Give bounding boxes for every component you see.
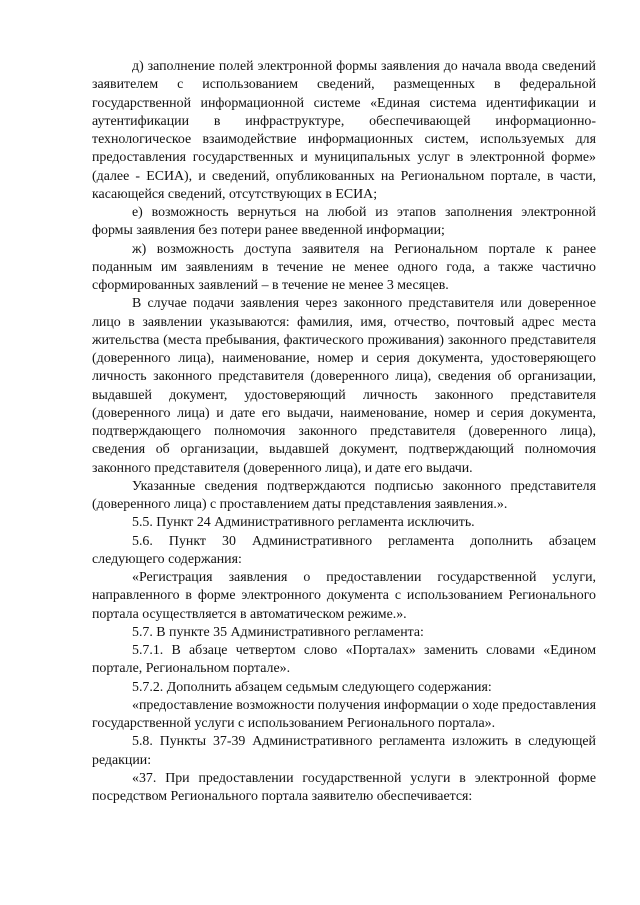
paragraph-5-7-1: 5.7.1. В абзаце четвертом слово «Порталах» заменить словами «Едином портале, Региональном портале». [92,643,596,677]
paragraph-5-6: 5.6. Пункт 30 Административного регламента дополнить абзацем следующего содержания: [92,533,596,567]
paragraph-registration: «Регистрация заявления о предоставлении государственной услуги, направленного в форме электронного документа с использованием Регионального портала осуществляется в автоматическом режиме.». [92,570,596,622]
paragraph-5-5: 5.5. Пункт 24 Административного регламента исключить. [132,515,475,531]
paragraph-representative: В случае подачи заявления через законного представителя или доверенное лицо в заявлении указываются: фамилия, имя, отчество, почтовый адрес места жительства (места пребывания, фактического проживания) законного представителя (доверенного лица), наименование, номер и серия документа, удостоверяющего личность законного представителя (доверенного лица), сведения об организации, выдавшей документ, удостоверяющий личность законного представителя (доверенного лица) и дате его выдачи, наименование, номер и серия документа, подтверждающего полномочия законного представителя (доверенного лица), сведения об организации, выдавшей документ, подтверждающий полномочия законного представителя (доверенного лица), и дате его выдачи. [92,296,596,476]
paragraph-confirmation: Указанные сведения подтверждаются подписью законного представителя (доверенного лица) с проставлением даты представления заявления.». [92,478,596,512]
paragraph-5-7-2: 5.7.2. Дополнить абзацем седьмым следующего содержания: [132,679,492,695]
paragraph-info-access: «предоставление возможности получения информации о ходе предоставления государственной услуги с использованием Регионального портала». [92,697,597,731]
paragraph-5-7: 5.7. В пункте 35 Административного регламента: [132,624,424,640]
paragraph-item-e: е) возможность вернуться на любой из этапов заполнения электронной формы заявления без потери ранее введенной информации; [92,205,596,239]
paragraph-item-d: д) заполнение полей электронной формы заявления до начала ввода сведений заявителем с использованием сведений, размещенных в федеральной государственной информационной системе «Единая система идентификации и аутентификации в инфраструктуре, обеспечивающей информационно-технологическое взаимодействие информационных систем, используемых для предоставления государственных и муниципальных услуг в электронной форме» (далее - ЕСИА), и сведений, опубликованных на Региональном портале, в части, касающейся сведений, отсутствующих в ЕСИА; [92,59,596,202]
paragraph-37: «37. При предоставлении государственной услуги в электронной форме посредством Регионального портала заявителю обеспечивается: [92,770,596,804]
paragraph-5-8: 5.8. Пункты 37-39 Административного регламента изложить в следующей редакции: [92,734,596,768]
document-page [92,58,596,806]
paragraph-item-zh: ж) возможность доступа заявителя на Региональном портале к ранее поданным им заявлениям в течение не менее одного года, а также частично сформированных заявлений – в течение не менее 3 месяцев. [92,241,596,293]
